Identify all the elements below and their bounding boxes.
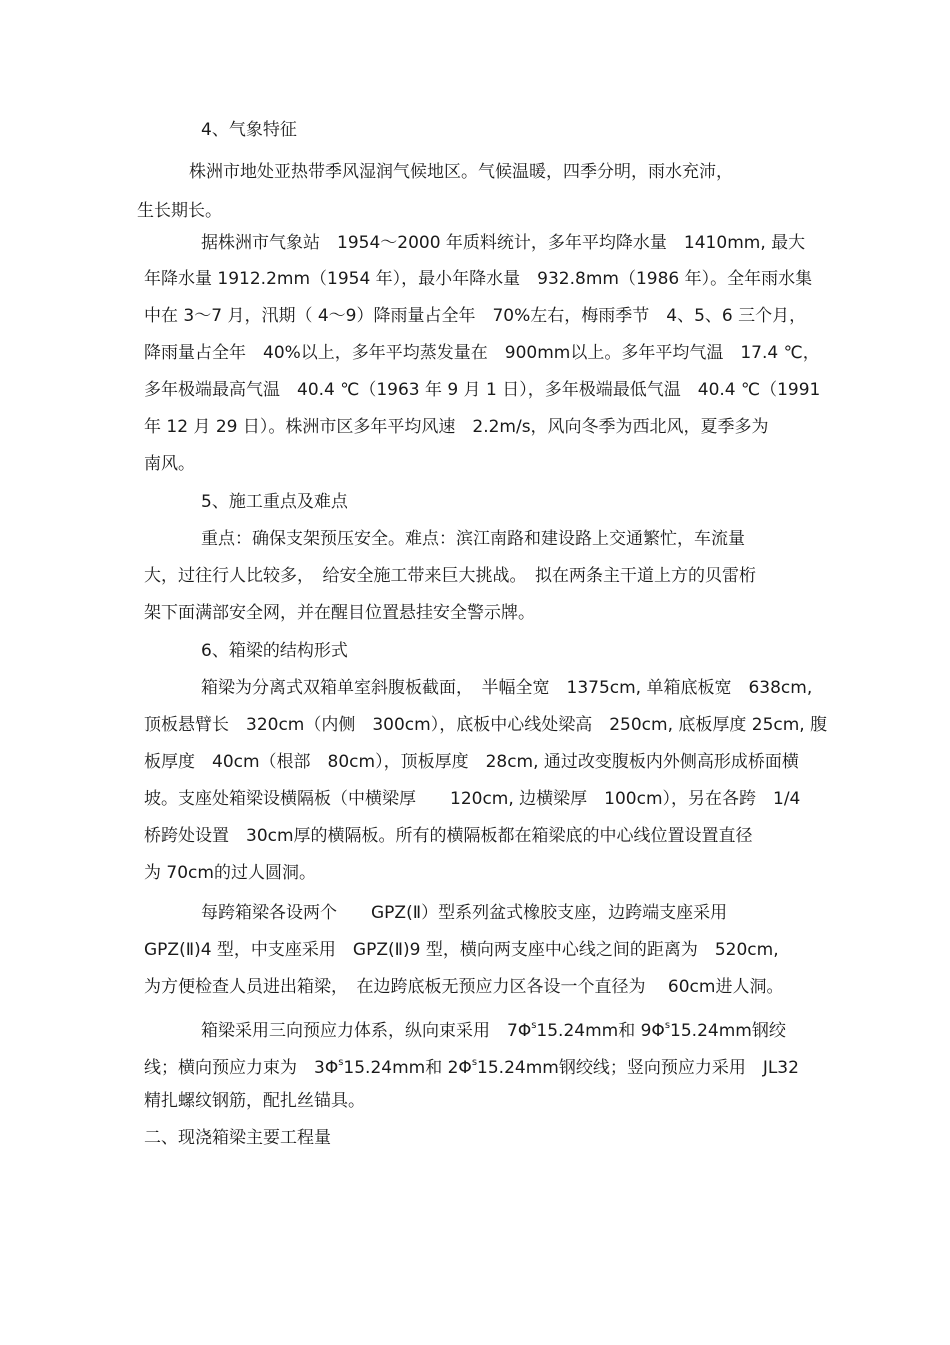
text-run: 15.24mm钢绞 [670,1021,786,1041]
paragraph-line [201,1014,786,1043]
superscript-s: s [471,1057,478,1068]
paragraph-line: 生长期长。 [137,201,222,221]
paragraph-line: 大，过往行人比较多， 给安全施工带来巨大挑战。 拟在两条主干道上方的贝雷桁 [144,566,756,586]
text-run: 15.24mm和 9Φ [536,1021,665,1041]
paragraph-line: 降雨量占全年 40%以上，多年平均蒸发量在 900mm以上。多年平均气温 17.4 ℃， [144,343,820,363]
paragraph-line: 重点：确保支架预压安全。难点：滨江南路和建设路上交通繁忙，车流量 [201,529,745,549]
paragraph-line: 为方便检查人员进出箱梁， 在边跨底板无预应力区各设一个直径为 60cm进人洞。 [144,977,784,997]
paragraph-line: 年 12 月 29 日）。株洲市区多年平均风速 2.2m/s，风向冬季为西北风，夏季多为 [144,417,769,437]
text-run: 15.24mm和 2Φ [343,1058,472,1078]
superscript-s: s [531,1020,537,1031]
section-heading-weather: 4、气象特征 [201,120,297,140]
text-run: 15.24mm钢绞线；竖向预应力采用 JL32 [477,1058,799,1078]
paragraph-line: 年降水量 1912.2mm（1954 年），最小年降水量 932.8mm（1986 年）。全年雨水集 [144,269,813,289]
paragraph-line: 顶板悬臂长 320cm（内侧 300cm），底板中心线处梁高 250cm, 底板厚度 25cm, 腹 [144,715,828,735]
paragraph-line: 中在 3～7 月，汛期（ 4～9）降雨量占全年 70%左右，梅雨季节 4、5、6 三个月， [144,306,807,326]
paragraph-line: 箱梁为分离式双箱单室斜腹板截面， 半幅全宽 1375cm, 单箱底板宽 638cm, [201,678,813,698]
paragraph-line: 每跨箱梁各设两个 GPZ(Ⅱ）型系列盆式橡胶支座，边跨端支座采用 [201,903,728,923]
superscript-s: s [664,1020,671,1031]
text-run: 箱梁采用三向预应力体系，纵向束采用 7Φ [201,1021,532,1041]
paragraph-line: 桥跨处设置 30cm厚的横隔板。所有的横隔板都在箱梁底的中心线位置设置直径 [144,826,753,846]
paragraph-line: 多年极端最高气温 40.4 ℃（1963 年 9 月 1 日），多年极端最低气温 40.4 ℃（1991 [144,380,821,400]
superscript-s: s [338,1057,344,1068]
section-heading-construction: 5、施工重点及难点 [201,492,348,512]
paragraph-line: GPZ(Ⅱ)4 型，中支座采用 GPZ(Ⅱ)9 型，横向两支座中心线之间的距离为 520cm, [144,940,779,960]
text-run: 线；横向预应力束为 3Φ [144,1058,339,1078]
paragraph-line: 架下面满部安全网，并在醒目位置悬挂安全警示牌。 [144,603,535,623]
paragraph-line [144,1051,799,1080]
paragraph-line: 据株洲市气象站 1954～2000 年质料统计，多年平均降水量 1410mm, 最大 [201,233,806,253]
section-heading-structure: 6、箱梁的结构形式 [201,641,348,661]
paragraph-line: 株洲市地处亚热带季风湿润气候地区。气候温暖，四季分明，雨水充沛， [189,162,733,182]
paragraph-line: 板厚度 40cm（根部 80cm），顶板厚度 28cm, 通过改变腹板内外侧高形成桥面横 [144,752,799,772]
paragraph-line: 南风。 [144,454,195,474]
paragraph-line: 坡。支座处箱梁设横隔板（中横梁厚 120cm, 边横梁厚 100cm），另在各跨 1/4 [144,789,801,809]
paragraph-line: 为 70cm的过人圆洞。 [144,863,316,883]
paragraph-line: 精扎螺纹钢筋，配扎丝锚具。 [144,1091,365,1111]
section-heading-quantities: 二、现浇箱梁主要工程量 [144,1128,331,1148]
